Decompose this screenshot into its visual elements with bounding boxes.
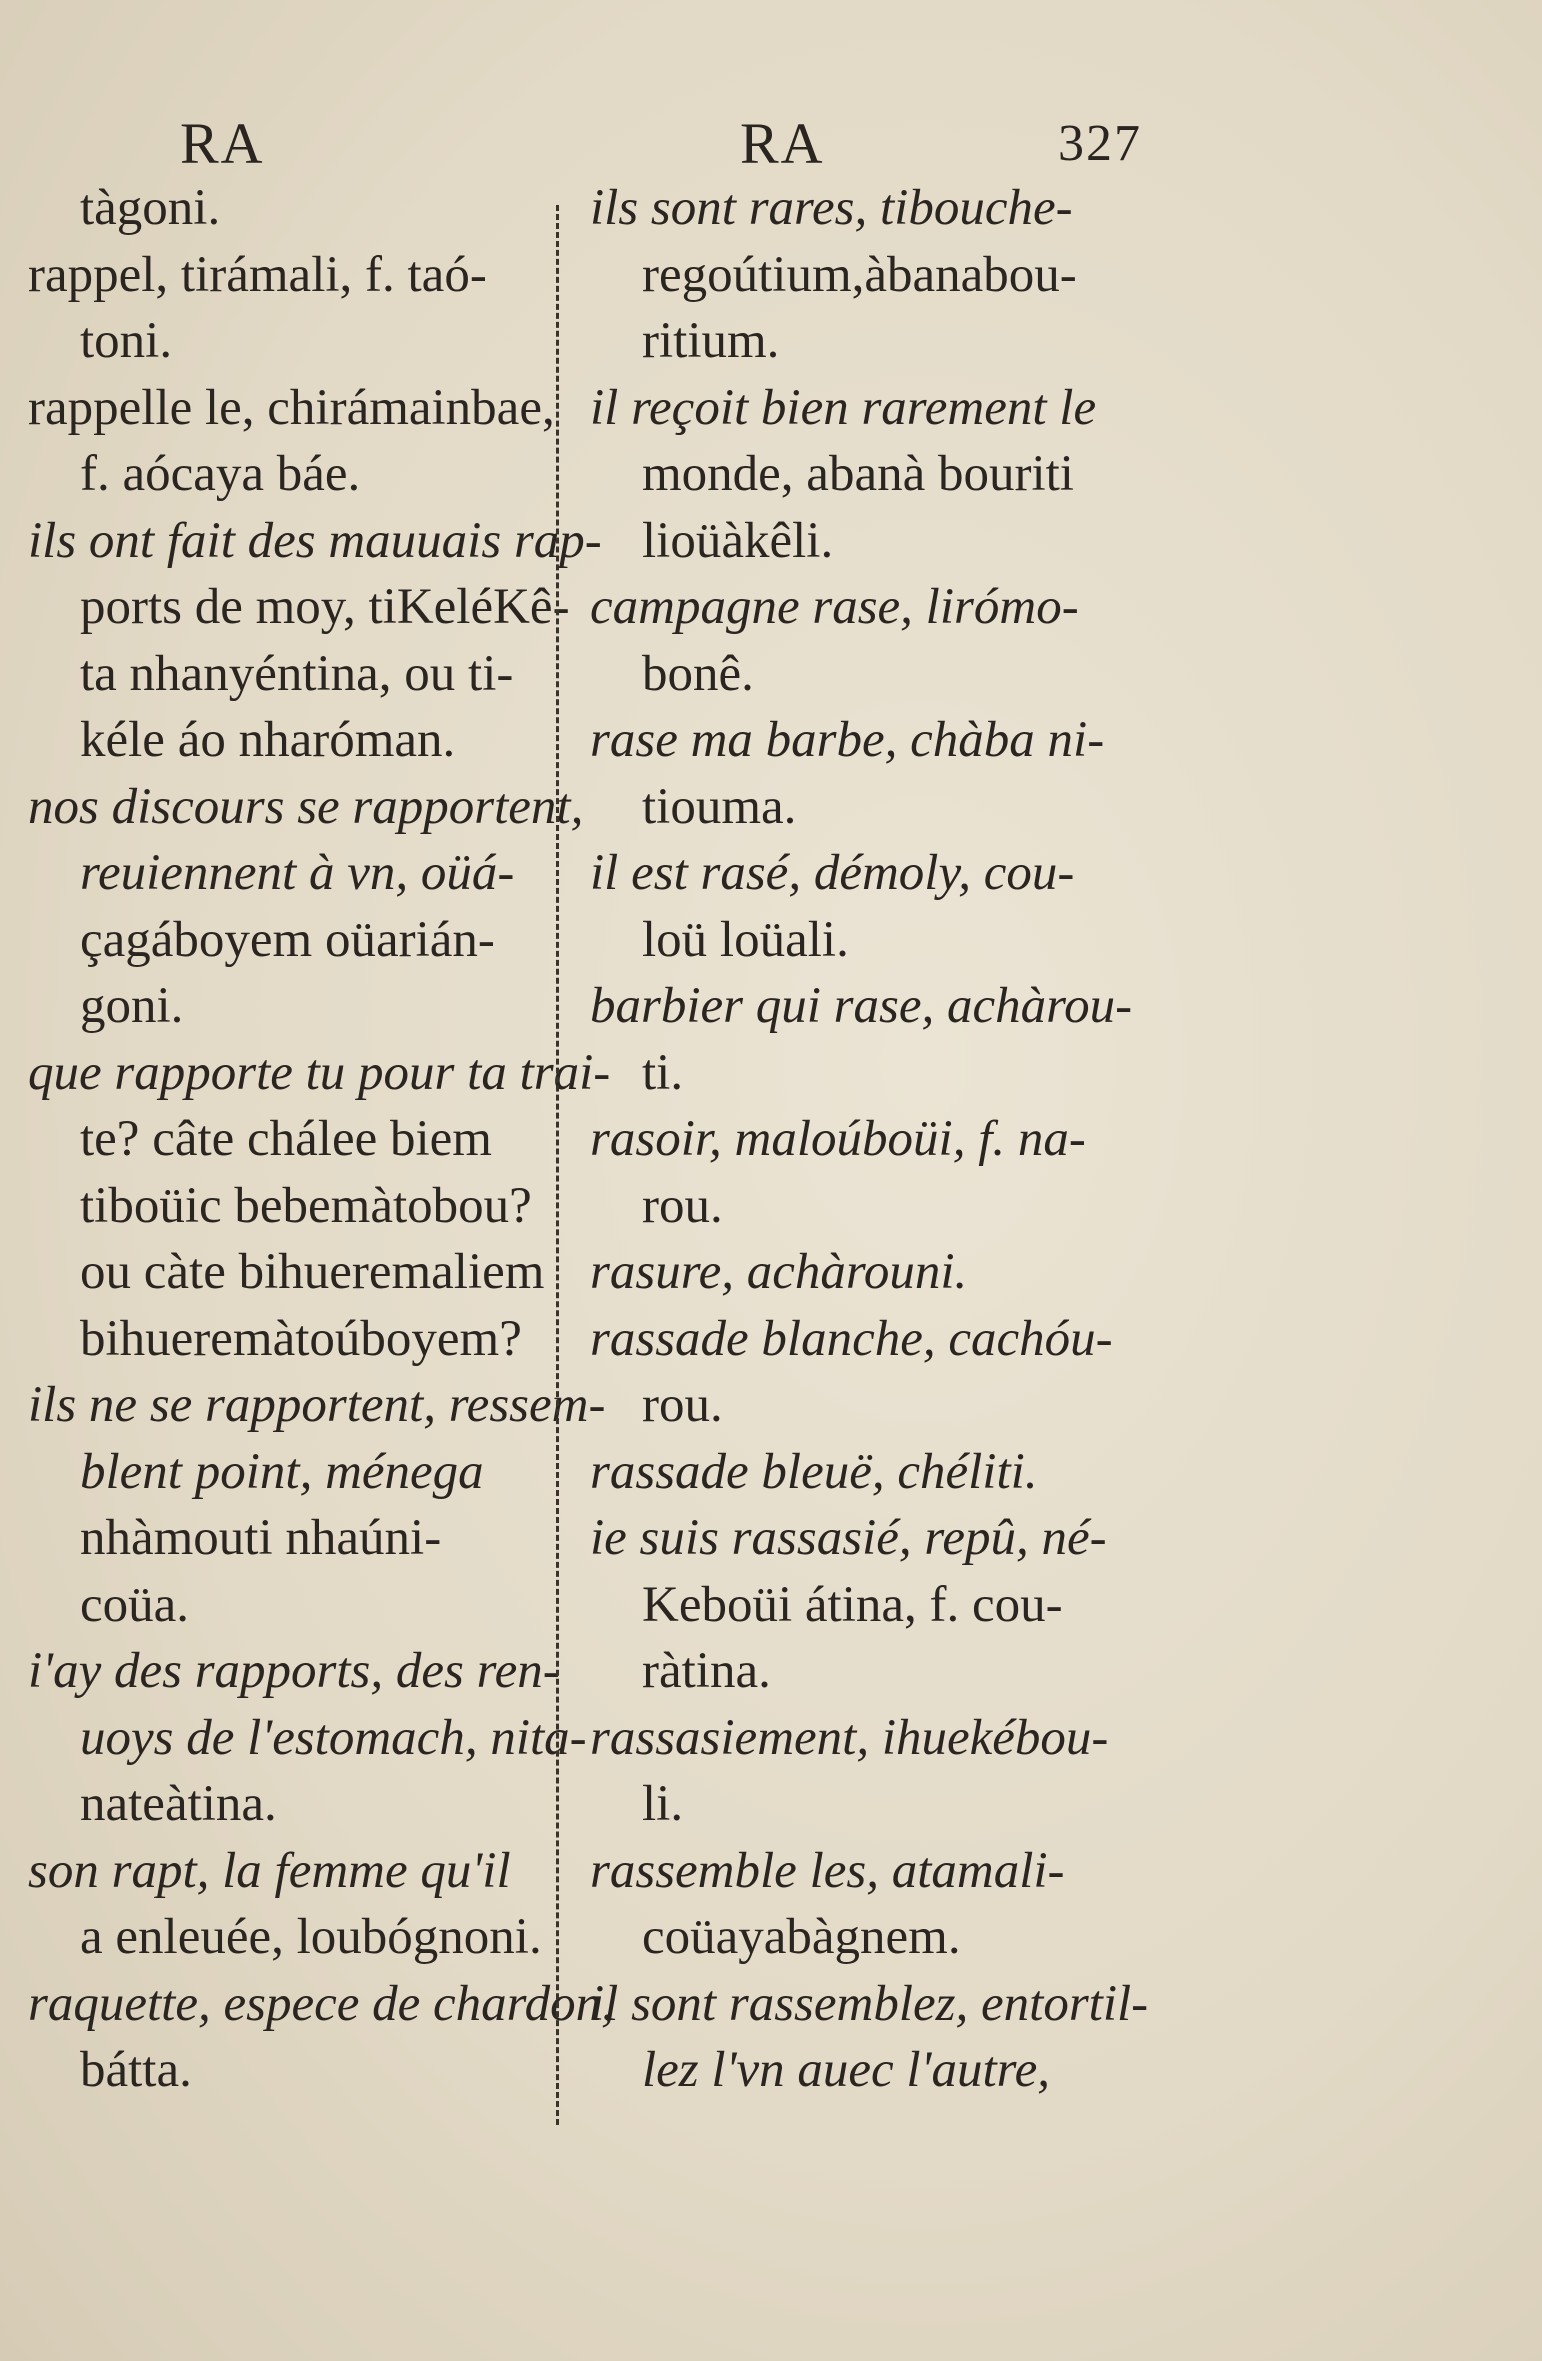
dictionary-line: Keboüi átina, f. cou- <box>642 1576 1063 1633</box>
dictionary-line: ports de moy, tiKeléKê- <box>80 579 570 635</box>
dictionary-line: ils ne se rapportent, ressem- <box>28 1377 606 1433</box>
dictionary-line: ils sont rares, tibouche- <box>590 180 1073 236</box>
dictionary-line: coüayabàgnem. <box>642 1909 961 1965</box>
dictionary-line: il sont rassemblez, entortil- <box>590 1975 1149 2032</box>
left-column <box>28 175 614 2104</box>
dictionary-line: ou càte bihueremaliem <box>80 1244 545 1300</box>
dictionary-line: ràtina. <box>642 1643 771 1699</box>
header-left: RA <box>180 111 265 176</box>
dictionary-line: barbier qui rase, achàrou- <box>590 978 1133 1034</box>
dictionary-line: rappel, tirámali, f. taó- <box>28 246 487 303</box>
dictionary-line: coüa. <box>80 1576 190 1633</box>
dictionary-line: nateàtina. <box>80 1776 277 1832</box>
dictionary-line: son rapt, la femme qu'il <box>28 1842 511 1899</box>
dictionary-line: regoútium,àbanabou- <box>642 246 1077 303</box>
dictionary-line: uoys de l'estomach, nita- <box>80 1709 587 1766</box>
dictionary-line: ti. <box>642 1044 684 1101</box>
dictionary-line: nos discours se rapportent, <box>28 778 584 835</box>
dictionary-line: loü loüali. <box>642 911 849 968</box>
dictionary-line: il est rasé, démoly, cou- <box>590 845 1075 901</box>
dictionary-line: raquette, espece de chardon, <box>28 1975 614 2032</box>
dictionary-line: blent point, ménega <box>80 1443 484 1500</box>
page-number: 327 <box>1058 115 1142 172</box>
header-right: RA <box>740 111 825 176</box>
dictionary-line: ritium. <box>642 313 780 369</box>
dictionary-line: tiouma. <box>642 778 797 835</box>
dictionary-line: nhàmouti nhaúni- <box>80 1510 442 1566</box>
dictionary-line: rase ma barbe, chàba ni- <box>590 712 1105 768</box>
dictionary-line: rassemble les, atamali- <box>590 1842 1065 1899</box>
dictionary-line: çagáboyem oüarián- <box>80 911 495 968</box>
dictionary-line: bonê. <box>642 645 754 702</box>
dictionary-line: goni. <box>80 978 184 1034</box>
dictionary-line: rasoir, maloúboüi, f. na- <box>590 1111 1086 1167</box>
dictionary-line: bátta. <box>80 2042 192 2098</box>
dictionary-line: il reçoit bien rarement le <box>590 379 1097 436</box>
dictionary-line: reuiennent à vn, oüá- <box>80 845 515 901</box>
dictionary-line: li. <box>642 1776 684 1832</box>
dictionary-line: ie suis rassasié, repû, né- <box>590 1510 1107 1566</box>
dictionary-line: rassade blanche, cachóu- <box>590 1310 1113 1367</box>
dictionary-line: lez l'vn auec l'autre, <box>642 2042 1050 2098</box>
dictionary-line: monde, abanà bouriti <box>642 446 1074 502</box>
dictionary-line: ta nhanyéntina, ou ti- <box>80 645 514 702</box>
dictionary-line: rassasiement, ihuekébou- <box>590 1709 1109 1766</box>
dictionary-line: te? câte chálee biem <box>80 1111 492 1167</box>
dictionary-line: kéle áo nharóman. <box>80 712 456 768</box>
dictionary-line: bihueremàtoúboyem? <box>80 1310 522 1367</box>
dictionary-line: a enleuée, loubógnoni. <box>80 1909 542 1965</box>
dictionary-line: ils ont fait des mauuais rap- <box>28 512 602 569</box>
dictionary-line: campagne rase, lirómo- <box>590 579 1079 635</box>
dictionary-line: que rapporte tu pour ta trai- <box>28 1044 611 1101</box>
dictionary-line: rassade bleuë, chéliti. <box>590 1443 1038 1500</box>
dictionary-line: f. aócaya báe. <box>80 446 361 502</box>
dictionary-line: rappelle le, chirámainbae, <box>28 379 555 436</box>
dictionary-line: tiboüic bebemàtobou? <box>80 1177 532 1234</box>
dictionary-line: lioüàkêli. <box>642 512 834 569</box>
dictionary-line: rou. <box>642 1177 723 1234</box>
dictionary-line: tàgoni. <box>80 180 221 236</box>
dictionary-line: rasure, achàrouni. <box>590 1244 968 1300</box>
column-divider <box>556 205 563 2125</box>
right-column <box>590 175 1190 2104</box>
dictionary-line: i'ay des rapports, des ren- <box>28 1643 560 1699</box>
dictionary-line: rou. <box>642 1377 723 1433</box>
dictionary-line: toni. <box>80 313 173 369</box>
